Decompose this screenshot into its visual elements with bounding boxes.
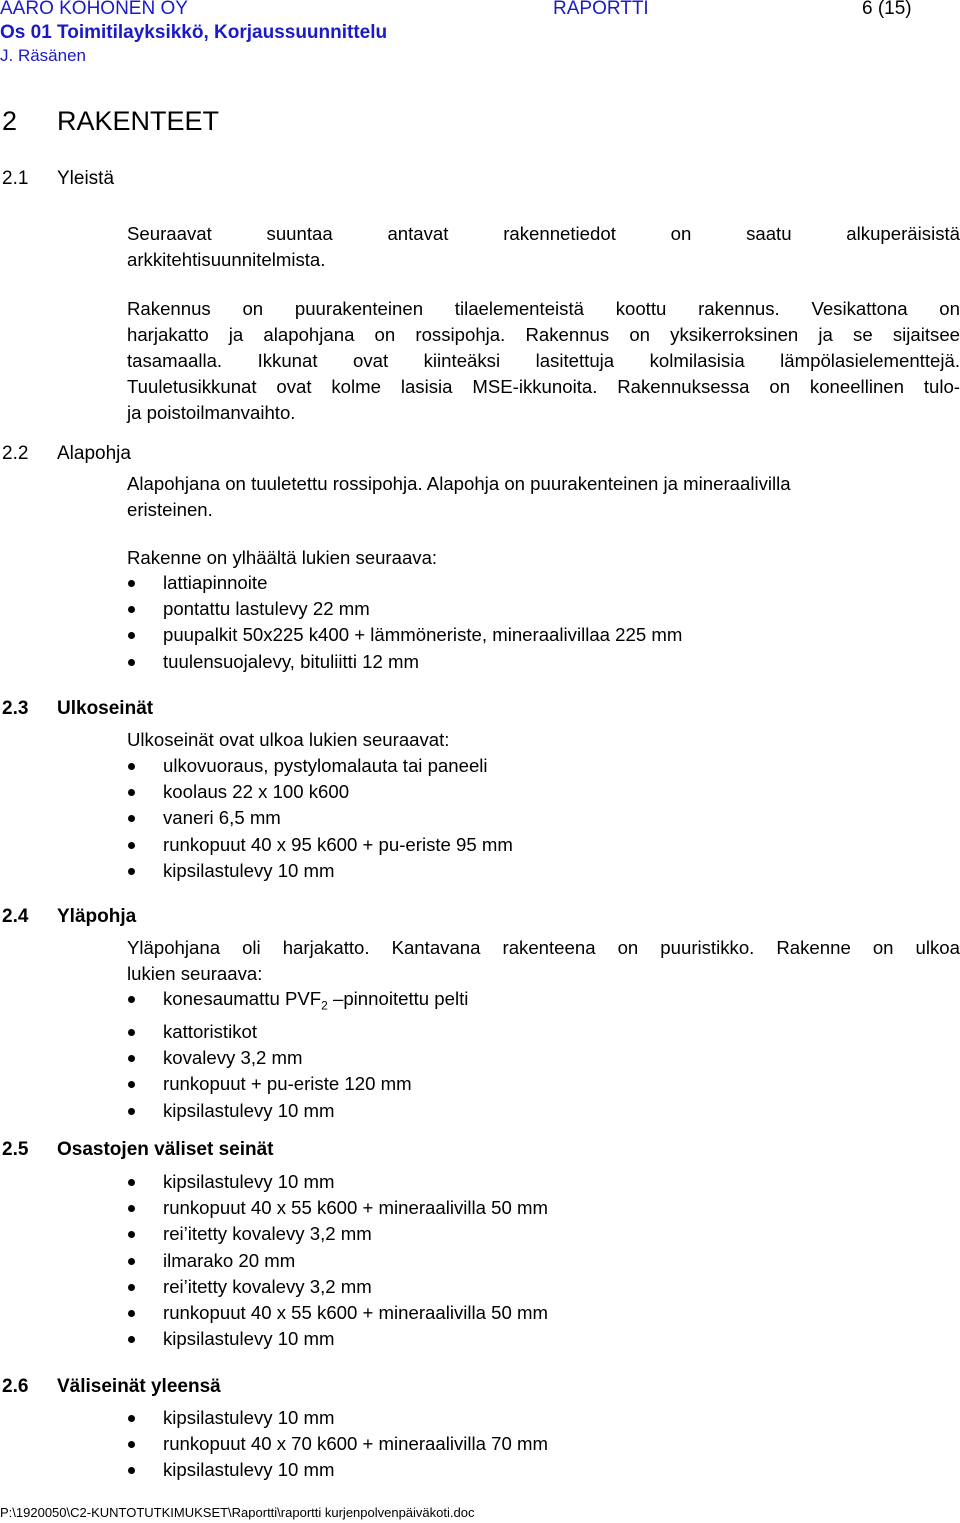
list-item: rei’itetty kovalevy 3,2 mm xyxy=(127,1221,548,1247)
bullet-icon xyxy=(128,1231,135,1238)
section-number: 2.6 xyxy=(2,1376,29,1397)
bullet-icon xyxy=(128,1258,135,1265)
list-item: kipsilastulevy 10 mm xyxy=(127,1169,548,1195)
list-item: tuulensuojalevy, bituliitti 12 mm xyxy=(127,649,682,675)
list-item: lattiapinnoite xyxy=(127,570,682,596)
section-title: Ulkoseinät xyxy=(57,698,154,719)
bullet-icon xyxy=(128,1055,135,1062)
bullet-icon xyxy=(128,815,135,822)
list-item: kipsilastulevy 10 mm xyxy=(127,858,513,884)
structure-list xyxy=(127,1169,548,1352)
bullet-icon xyxy=(128,868,135,875)
bullet-icon xyxy=(128,659,135,666)
paragraph-line: Yläpohjana oli harjakatto. Kantavana rakenteena on puuristikko. Rakenne on ulkoa xyxy=(127,937,960,958)
paragraph-line: lukien seuraava: xyxy=(127,963,263,984)
bullet-icon xyxy=(128,842,135,849)
section-number: 2.5 xyxy=(2,1139,29,1160)
bullet-icon xyxy=(128,996,135,1003)
section-title: Alapohja xyxy=(57,443,131,464)
list-item: runkopuut 40 x 55 k600 + mineraalivilla 50 mm xyxy=(127,1195,548,1221)
paragraph-line: Alapohjana on tuuletettu rossipohja. Alapohja on puurakenteinen ja mineraalivilla xyxy=(127,473,791,494)
document-type: RAPORTTI xyxy=(553,0,649,19)
bullet-icon xyxy=(128,1467,135,1474)
bullet-icon xyxy=(128,632,135,639)
list-item: kipsilastulevy 10 mm xyxy=(127,1405,548,1431)
list-item: runkopuut + pu-eriste 120 mm xyxy=(127,1071,468,1097)
list-item: kipsilastulevy 10 mm xyxy=(127,1326,548,1352)
section-title: Osastojen väliset seinät xyxy=(57,1139,274,1160)
section-title: Väliseinät yleensä xyxy=(57,1376,221,1397)
company-name: AARO KOHONEN OY xyxy=(0,0,188,19)
list-item: pontattu lastulevy 22 mm xyxy=(127,596,682,622)
section-number: 2.4 xyxy=(2,906,29,927)
structure-list xyxy=(127,1405,548,1484)
section-title: Yläpohja xyxy=(57,906,137,927)
bullet-icon xyxy=(128,1179,135,1186)
paragraph-line: arkkitehtisuunnitelmista. xyxy=(127,249,326,270)
structure-list xyxy=(127,570,682,675)
bullet-icon xyxy=(128,789,135,796)
page-number: 6 (15) xyxy=(862,0,912,19)
list-item: puupalkit 50x225 k400 + lämmöneriste, mineraalivillaa 225 mm xyxy=(127,622,682,648)
chapter-title: RAKENTEET xyxy=(57,106,220,136)
structure-list xyxy=(127,753,513,884)
paragraph-line: Tuuletusikkunat ovat kolme lasisia MSE-ikkunoita. Rakennuksessa on koneellinen tulo- xyxy=(127,376,960,397)
unit-name: Os 01 Toimitilayksikkö, Korjaussuunnittelu xyxy=(0,22,388,43)
bullet-icon xyxy=(128,1336,135,1343)
paragraph-line: ja poistoilmanvaihto. xyxy=(127,402,296,423)
paragraph-line: harjakatto ja alapohjana on rossipohja. Rakennus on yksikerroksinen ja se sijaitsee xyxy=(127,324,960,345)
bullet-icon xyxy=(128,763,135,770)
bullet-icon xyxy=(128,1310,135,1317)
list-item: kipsilastulevy 10 mm xyxy=(127,1457,548,1483)
chapter-number: 2 xyxy=(2,106,18,136)
list-item: ilmarako 20 mm xyxy=(127,1248,548,1274)
section-number: 2.1 xyxy=(2,168,29,189)
list-item: vaneri 6,5 mm xyxy=(127,805,513,831)
list-item: kovalevy 3,2 mm xyxy=(127,1045,468,1071)
paragraph-line: tasamaalla. Ikkunat ovat kiinteäksi lasitettuja kolmilasisia lämpölasielementtejä. xyxy=(127,350,960,371)
bullet-icon xyxy=(128,1108,135,1115)
section-title: Yleistä xyxy=(57,168,115,189)
bullet-icon xyxy=(128,580,135,587)
bullet-icon xyxy=(128,1284,135,1291)
paragraph-line: Seuraavat suuntaa antavat rakennetiedot on saatu alkuperäisistä xyxy=(127,223,960,244)
list-intro: Rakenne on ylhäältä lukien seuraava: xyxy=(127,547,438,568)
list-item: runkopuut 40 x 70 k600 + mineraalivilla 70 mm xyxy=(127,1431,548,1457)
author: J. Räsänen xyxy=(0,46,86,65)
list-item: runkopuut 40 x 55 k600 + mineraalivilla 50 mm xyxy=(127,1300,548,1326)
bullet-icon xyxy=(128,1081,135,1088)
paragraph-line: eristeinen. xyxy=(127,499,213,520)
list-item: konesaumattu $PVF_2$ –pinnoitettu pelti xyxy=(127,986,468,1019)
section-number: 2.3 xyxy=(2,698,29,719)
bullet-icon xyxy=(128,1029,135,1036)
list-item: kipsilastulevy 10 mm xyxy=(127,1098,468,1124)
list-item: kattoristikot xyxy=(127,1019,468,1045)
list-intro: Ulkoseinät ovat ulkoa lukien seuraavat: xyxy=(127,729,450,750)
list-item: koolaus 22 x 100 k600 xyxy=(127,779,513,805)
bullet-icon xyxy=(128,1441,135,1448)
file-path-footer: P:\1920050\C2-KUNTOTUTKIMUKSET\Raportti\raportti kurjenpolvenpäiväkoti.doc xyxy=(0,1505,475,1520)
structure-list xyxy=(127,986,468,1124)
bullet-icon xyxy=(128,1205,135,1212)
list-item: runkopuut 40 x 95 k600 + pu-eriste 95 mm xyxy=(127,832,513,858)
bullet-icon xyxy=(128,1415,135,1422)
section-number: 2.2 xyxy=(2,443,29,464)
paragraph-line: Rakennus on puurakenteinen tilaelementeistä koottu rakennus. Vesikattona on xyxy=(127,298,960,319)
list-item: rei’itetty kovalevy 3,2 mm xyxy=(127,1274,548,1300)
bullet-icon xyxy=(128,606,135,613)
list-item: ulkovuoraus, pystylomalauta tai paneeli xyxy=(127,753,513,779)
